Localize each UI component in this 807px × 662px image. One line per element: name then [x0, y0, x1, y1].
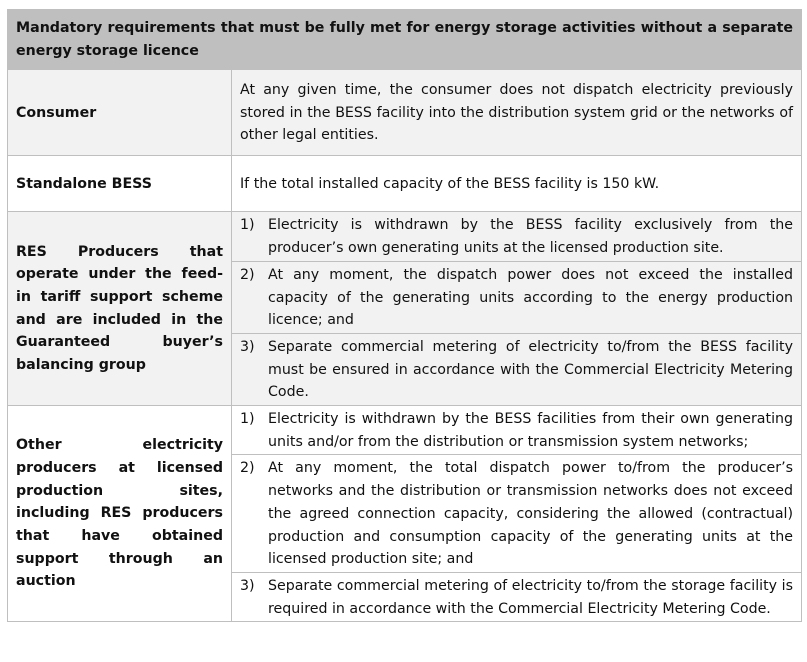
row-requirement: At any given time, the consumer does not dispatch electricity previously stored in the BESS facility into the distribution system grid or the networks of other legal entities.	[232, 70, 802, 156]
row-requirement: If the total installed capacity of the BESS facility is 150 kW.	[232, 156, 802, 212]
list-item-number: 1)	[240, 411, 255, 428]
list-item	[232, 406, 801, 454]
list-item	[232, 573, 801, 621]
row-label: Consumer	[8, 70, 232, 156]
row-label: Other electricity producers at licensed production sites, including RES producers that have obtained support through an auction	[8, 406, 232, 622]
table-row-consumer	[8, 70, 802, 156]
list-item-number: 3)	[240, 338, 255, 355]
list-item-text: Electricity is withdrawn by the BESS facility exclusively from the producer’s own generating units at the licensed production site.	[268, 217, 794, 257]
table-row-other-producers	[8, 406, 802, 622]
requirement-list	[232, 212, 801, 405]
list-item-text: Separate commercial metering of electricity to/from the BESS facility must be ensured in accordance with the Commercial Electricity Metering Code.	[268, 338, 794, 401]
list-item	[232, 334, 801, 405]
requirement-list-cell	[232, 212, 802, 406]
requirements-table	[7, 9, 802, 622]
list-item-number: 2)	[240, 266, 255, 283]
list-item	[232, 262, 801, 333]
requirement-list-cell	[232, 406, 802, 622]
row-label: RES Producers that operate under the feed-in tariff support scheme and are included in the Guaranteed buyer’s balancing group	[8, 212, 232, 406]
list-item-text: Electricity is withdrawn by the BESS facilities from their own generating units and/or from the distribution or transmission system networks;	[268, 411, 794, 450]
list-item-text: At any moment, the total dispatch power to/from the producer’s networks and the distribution or transmission networks does not exceed the agreed connection capacity, considering the allowed (contractual) production and consumption capacity of the generating units at the licensed production site; and	[268, 460, 794, 568]
table-header: Mandatory requirements that must be fully met for energy storage activities without a separate energy storage licence	[8, 10, 802, 70]
list-item-number: 2)	[240, 460, 255, 477]
list-item-text: At any moment, the dispatch power does not exceed the installed capacity of the generating units according to the energy production licence; and	[268, 266, 794, 329]
list-item	[232, 455, 801, 572]
table-row-standalone-bess	[8, 156, 802, 212]
row-label: Standalone BESS	[8, 156, 232, 212]
list-item	[232, 212, 801, 260]
list-item-number: 3)	[240, 577, 255, 594]
list-item-number: 1)	[240, 217, 255, 234]
requirement-list	[232, 406, 801, 621]
table-header-row	[8, 10, 802, 70]
list-item-text: Separate commercial metering of electricity to/from the storage facility is required in accordance with the Commercial Electricity Metering Code.	[268, 577, 794, 617]
table-row-res-producers-fit	[8, 212, 802, 406]
